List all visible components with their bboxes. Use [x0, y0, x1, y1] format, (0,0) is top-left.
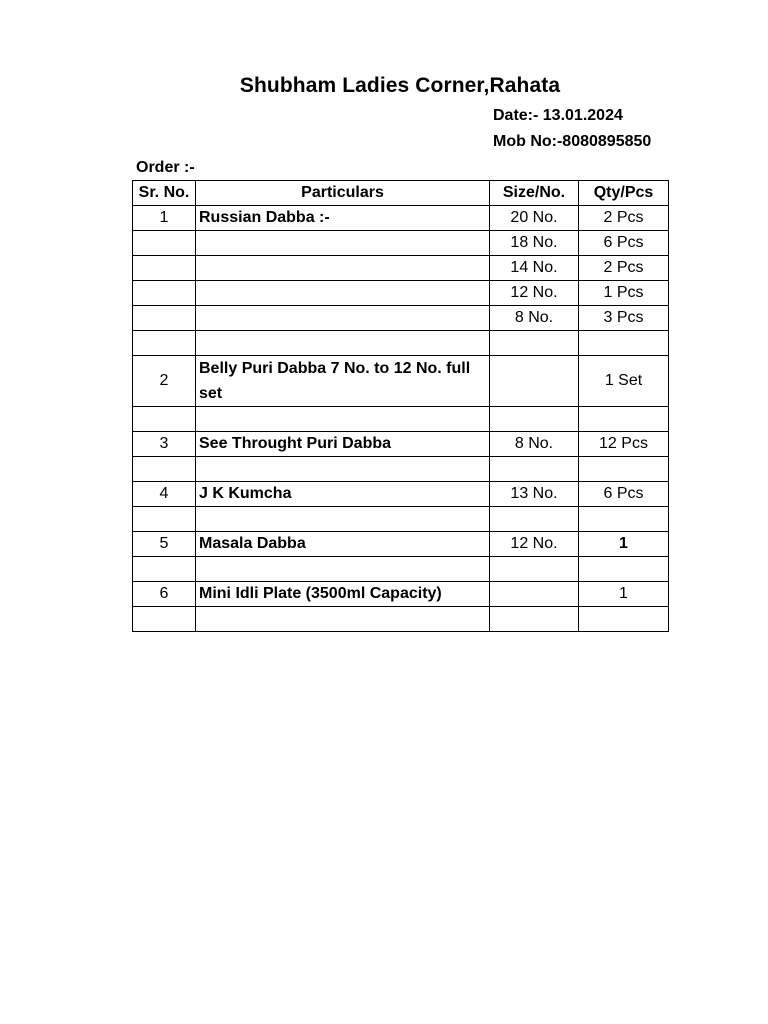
sr-no-cell: 4 — [133, 482, 196, 507]
qty-cell: 1 Set — [579, 356, 669, 407]
mobile-number: Mob No:-8080895850 — [493, 133, 652, 150]
qty-cell: 2 Pcs — [579, 256, 669, 281]
size-cell — [490, 407, 579, 432]
column-header-size: Size/No. — [490, 181, 579, 206]
table-row — [133, 457, 669, 482]
qty-cell: 6 Pcs — [579, 482, 669, 507]
table-row — [133, 607, 669, 632]
sr-no-cell: 1 — [133, 206, 196, 231]
table-row — [133, 482, 669, 507]
qty-cell: 1 Pcs — [579, 281, 669, 306]
sr-no-cell — [133, 231, 196, 256]
sr-no-cell: 3 — [133, 432, 196, 457]
table-header-row — [133, 181, 669, 206]
sr-no-cell: 6 — [133, 582, 196, 607]
particulars-cell — [196, 507, 490, 532]
qty-cell — [579, 607, 669, 632]
table-row — [133, 306, 669, 331]
table-row — [133, 206, 669, 231]
sr-no-cell — [133, 607, 196, 632]
particulars-cell — [196, 407, 490, 432]
sr-no-cell — [133, 407, 196, 432]
particulars-cell — [196, 256, 490, 281]
particulars-cell — [196, 607, 490, 632]
size-cell — [490, 457, 579, 482]
particulars-cell — [196, 557, 490, 582]
size-cell: 12 No. — [490, 281, 579, 306]
table-row — [133, 256, 669, 281]
sr-no-cell — [133, 281, 196, 306]
size-cell: 14 No. — [490, 256, 579, 281]
qty-cell — [579, 407, 669, 432]
table-row — [133, 407, 669, 432]
table-row — [133, 356, 669, 407]
table-row — [133, 507, 669, 532]
table-row — [133, 231, 669, 256]
particulars-cell: Masala Dabba — [196, 532, 490, 557]
sr-no-cell — [133, 306, 196, 331]
sr-no-cell — [133, 507, 196, 532]
size-cell: 18 No. — [490, 231, 579, 256]
size-cell: 12 No. — [490, 532, 579, 557]
particulars-cell — [196, 331, 490, 356]
order-table — [132, 180, 669, 632]
size-cell — [490, 331, 579, 356]
qty-cell: 12 Pcs — [579, 432, 669, 457]
table-row — [133, 582, 669, 607]
size-cell — [490, 582, 579, 607]
table-row — [133, 432, 669, 457]
order-date: Date:- 13.01.2024 — [493, 107, 623, 124]
size-cell: 13 No. — [490, 482, 579, 507]
particulars-cell — [196, 281, 490, 306]
size-cell: 8 No. — [490, 306, 579, 331]
sr-no-cell — [133, 457, 196, 482]
table-row — [133, 331, 669, 356]
size-cell: 20 No. — [490, 206, 579, 231]
qty-cell: 3 Pcs — [579, 306, 669, 331]
qty-cell: 1 — [579, 582, 669, 607]
order-label: Order :- — [136, 159, 195, 176]
table-row — [133, 557, 669, 582]
column-header-qty: Qty/Pcs — [579, 181, 669, 206]
particulars-cell: Mini Idli Plate (3500ml Capacity) — [196, 582, 490, 607]
size-cell — [490, 356, 579, 407]
shop-title: Shubham Ladies Corner,Rahata — [239, 74, 561, 97]
qty-cell: 6 Pcs — [579, 231, 669, 256]
qty-cell — [579, 507, 669, 532]
sr-no-cell: 5 — [133, 532, 196, 557]
size-cell: 8 No. — [490, 432, 579, 457]
size-cell — [490, 607, 579, 632]
particulars-cell — [196, 457, 490, 482]
size-cell — [490, 557, 579, 582]
qty-cell: 1 — [579, 532, 669, 557]
column-header-sr-no: Sr. No. — [133, 181, 196, 206]
particulars-cell: Russian Dabba :- — [196, 206, 490, 231]
qty-cell — [579, 457, 669, 482]
sr-no-cell — [133, 557, 196, 582]
particulars-cell: See Throught Puri Dabba — [196, 432, 490, 457]
column-header-particulars: Particulars — [196, 181, 490, 206]
sr-no-cell — [133, 256, 196, 281]
particulars-cell — [196, 306, 490, 331]
sr-no-cell — [133, 331, 196, 356]
table-row — [133, 532, 669, 557]
qty-cell: 2 Pcs — [579, 206, 669, 231]
qty-cell — [579, 557, 669, 582]
size-cell — [490, 507, 579, 532]
particulars-cell: Belly Puri Dabba 7 No. to 12 No. full set — [196, 356, 490, 407]
particulars-cell: J K Kumcha — [196, 482, 490, 507]
particulars-cell — [196, 231, 490, 256]
qty-cell — [579, 331, 669, 356]
table-row — [133, 281, 669, 306]
sr-no-cell: 2 — [133, 356, 196, 407]
